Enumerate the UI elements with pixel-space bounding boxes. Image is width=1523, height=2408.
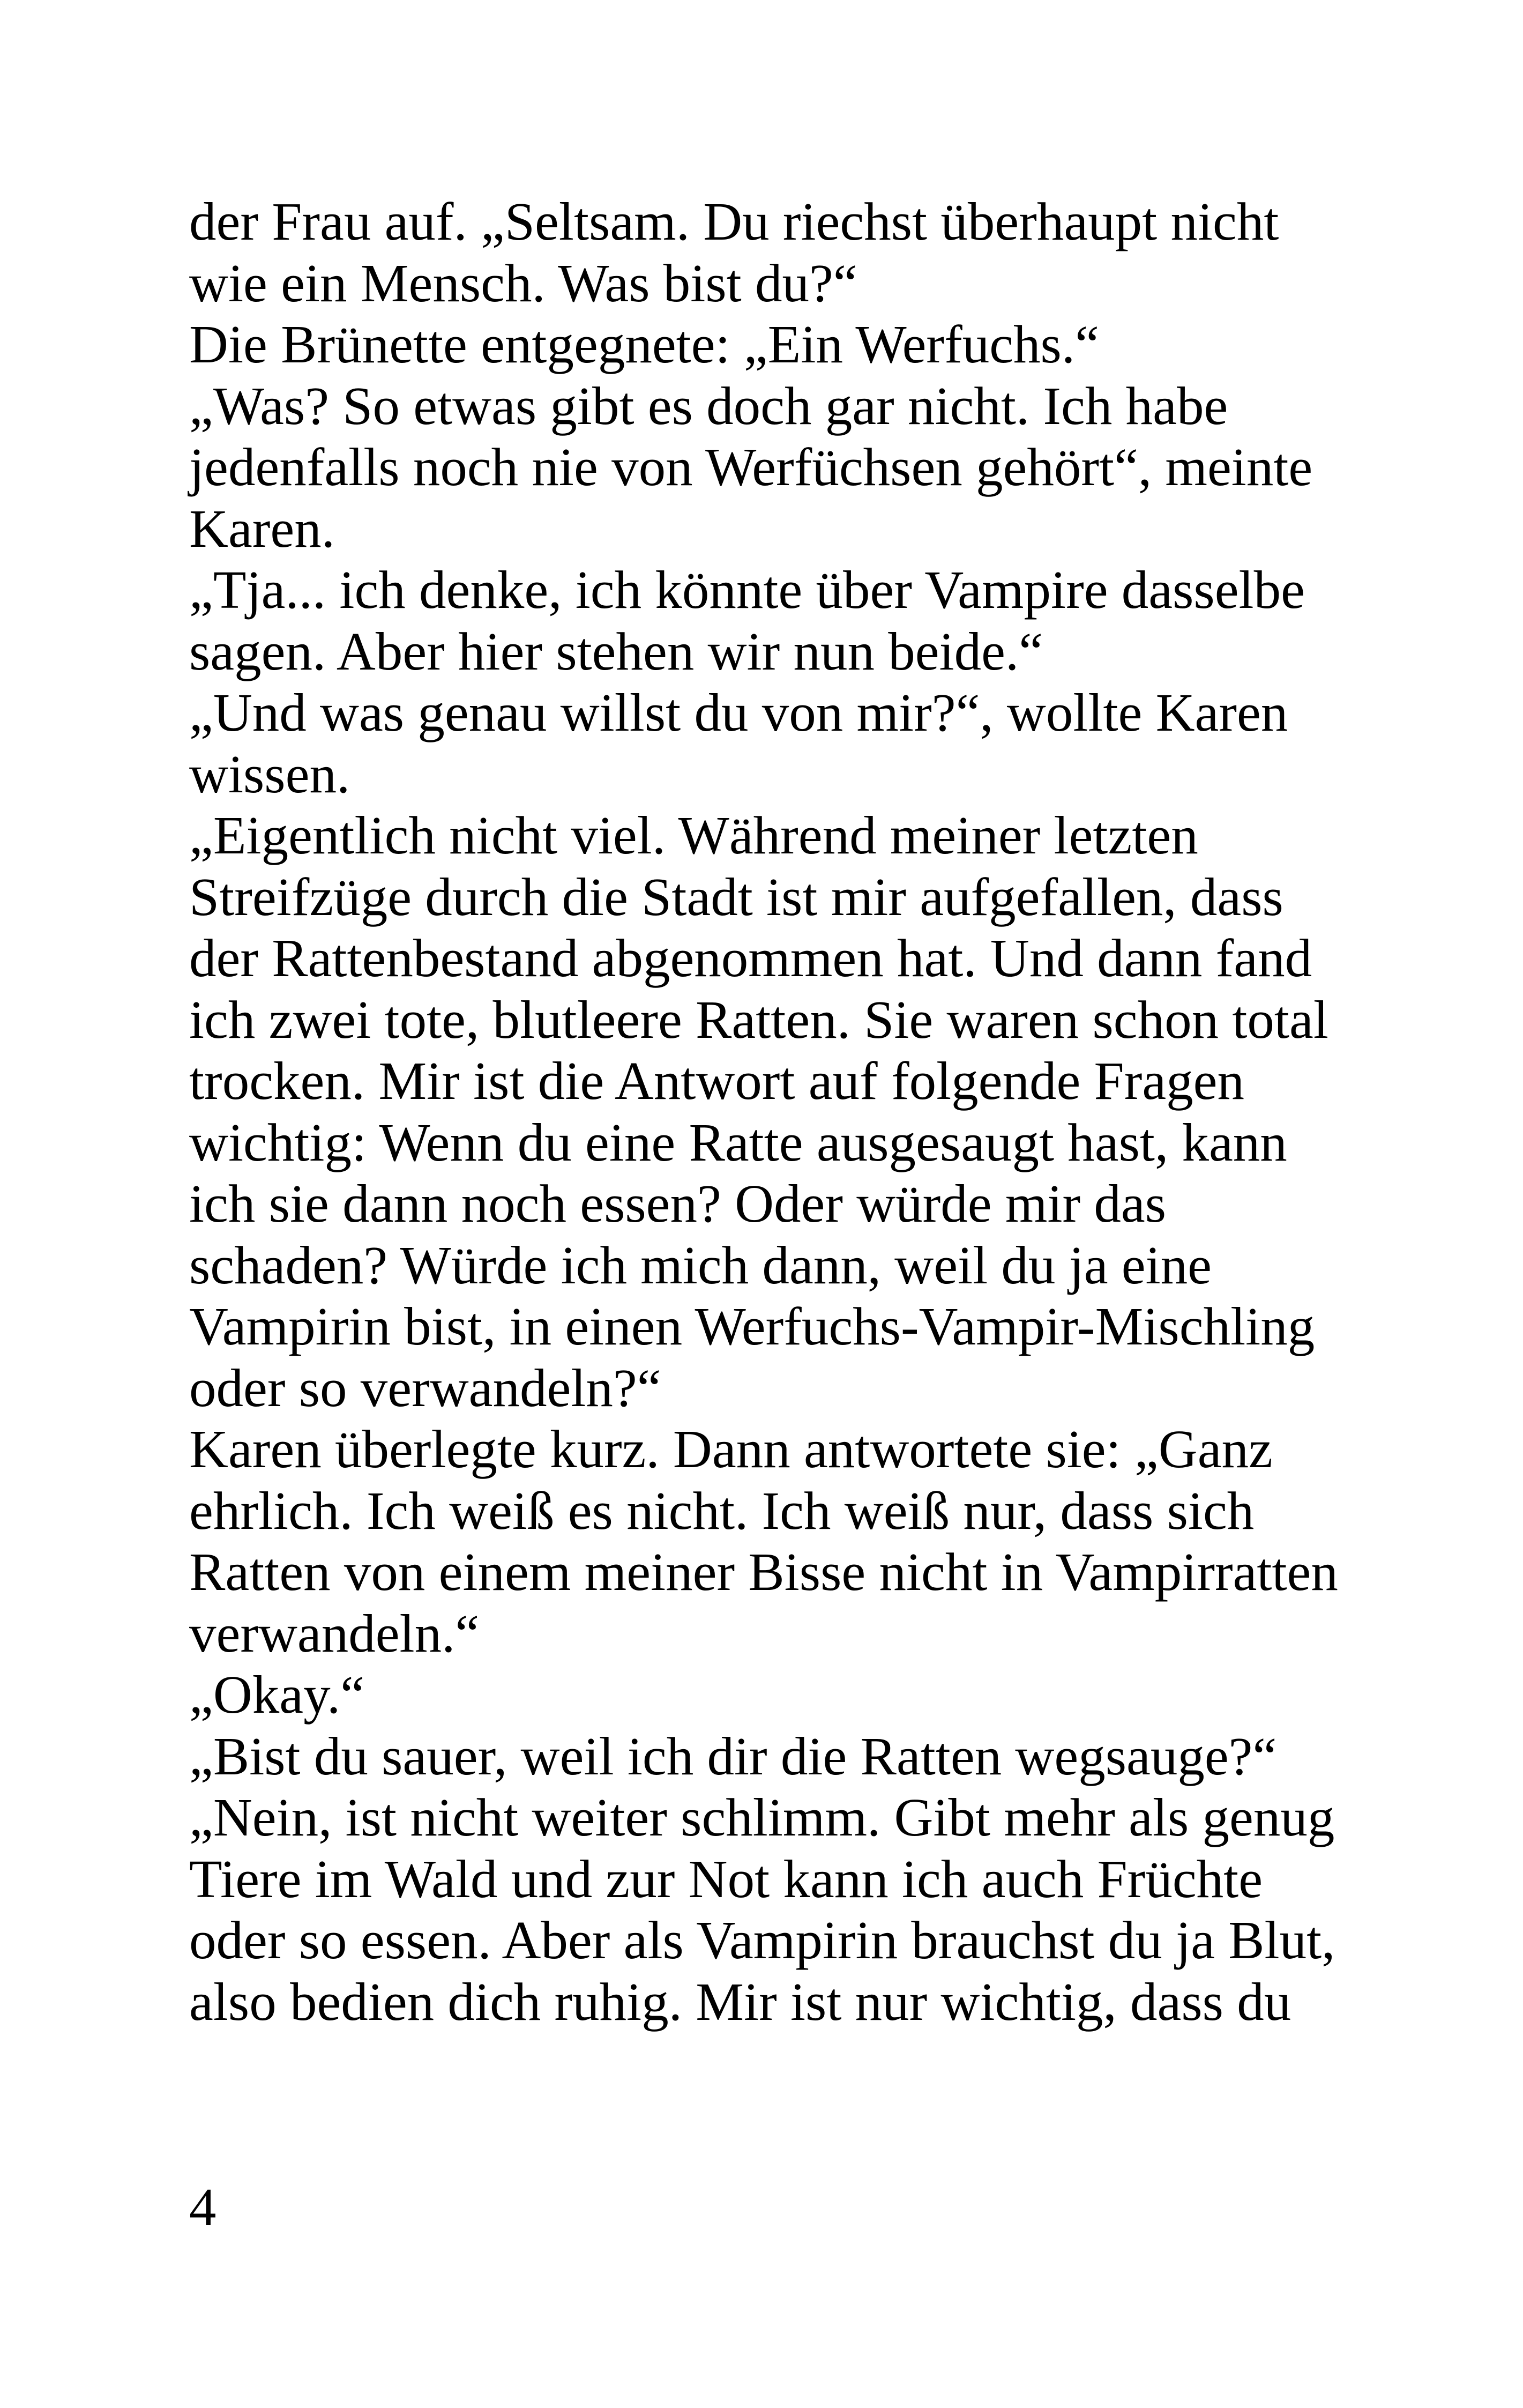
text-line: Streifzüge durch die Stadt ist mir aufgefallen, dass bbox=[189, 866, 1283, 927]
text-line: Vampirin bist, in einen Werfuchs-Vampir-Mischling bbox=[189, 1296, 1315, 1356]
text-line: „Was? So etwas gibt es doch gar nicht. Ich habe bbox=[189, 375, 1228, 436]
text-line: „Bist du sauer, weil ich dir die Ratten wegsauge?“ bbox=[189, 1726, 1277, 1786]
text-line: der Frau auf. „Seltsam. Du riechst überhaupt nicht bbox=[189, 191, 1279, 251]
text-line: wissen. bbox=[189, 744, 350, 804]
page-number: 4 bbox=[189, 2177, 216, 2237]
text-line: „Tja... ich denke, ich könnte über Vampire dasselbe bbox=[189, 560, 1305, 620]
text-line: also bedien dich ruhig. Mir ist nur wichtig, dass du bbox=[189, 1971, 1291, 2032]
text-line: ich zwei tote, blutleere Ratten. Sie waren schon total bbox=[189, 989, 1328, 1050]
text-line: „Nein, ist nicht weiter schlimm. Gibt mehr als genug bbox=[189, 1787, 1335, 1847]
text-line: Die Brünette entgegnete: „Ein Werfuchs.“ bbox=[189, 314, 1099, 374]
text-line: sagen. Aber hier stehen wir nun beide.“ bbox=[189, 621, 1043, 681]
text-line: schaden? Würde ich mich dann, weil du ja eine bbox=[189, 1235, 1212, 1295]
text-line: „Okay.“ bbox=[189, 1664, 365, 1725]
text-line: jedenfalls noch nie von Werfüchsen gehört“, meinte bbox=[189, 437, 1313, 497]
text-line: Karen überlegte kurz. Dann antwortete sie: „Ganz bbox=[189, 1419, 1273, 1479]
text-line: wie ein Mensch. Was bist du?“ bbox=[189, 252, 857, 313]
text-line: verwandeln.“ bbox=[189, 1603, 480, 1663]
text-line: oder so essen. Aber als Vampirin brauchst du ja Blut, bbox=[189, 1910, 1335, 1970]
text-line: trocken. Mir ist die Antwort auf folgende Fragen bbox=[189, 1051, 1245, 1111]
text-line: Ratten von einem meiner Bisse nicht in Vampirratten bbox=[189, 1542, 1338, 1602]
text-line: Tiere im Wald und zur Not kann ich auch Früchte bbox=[189, 1848, 1263, 1909]
text-line: „Eigentlich nicht viel. Während meiner letzten bbox=[189, 805, 1198, 865]
text-line: wichtig: Wenn du eine Ratte ausgesaugt hast, kann bbox=[189, 1112, 1287, 1172]
text-line: Karen. bbox=[189, 498, 335, 559]
text-line: oder so verwandeln?“ bbox=[189, 1357, 661, 1418]
body-text bbox=[189, 191, 1432, 2032]
text-line: „Und was genau willst du von mir?“, wollte Karen bbox=[189, 682, 1288, 742]
text-line: ich sie dann noch essen? Oder würde mir das bbox=[189, 1173, 1167, 1233]
text-line: der Rattenbestand abgenommen hat. Und dann fand bbox=[189, 928, 1312, 988]
text-line: ehrlich. Ich weiß es nicht. Ich weiß nur, dass sich bbox=[189, 1480, 1255, 1541]
